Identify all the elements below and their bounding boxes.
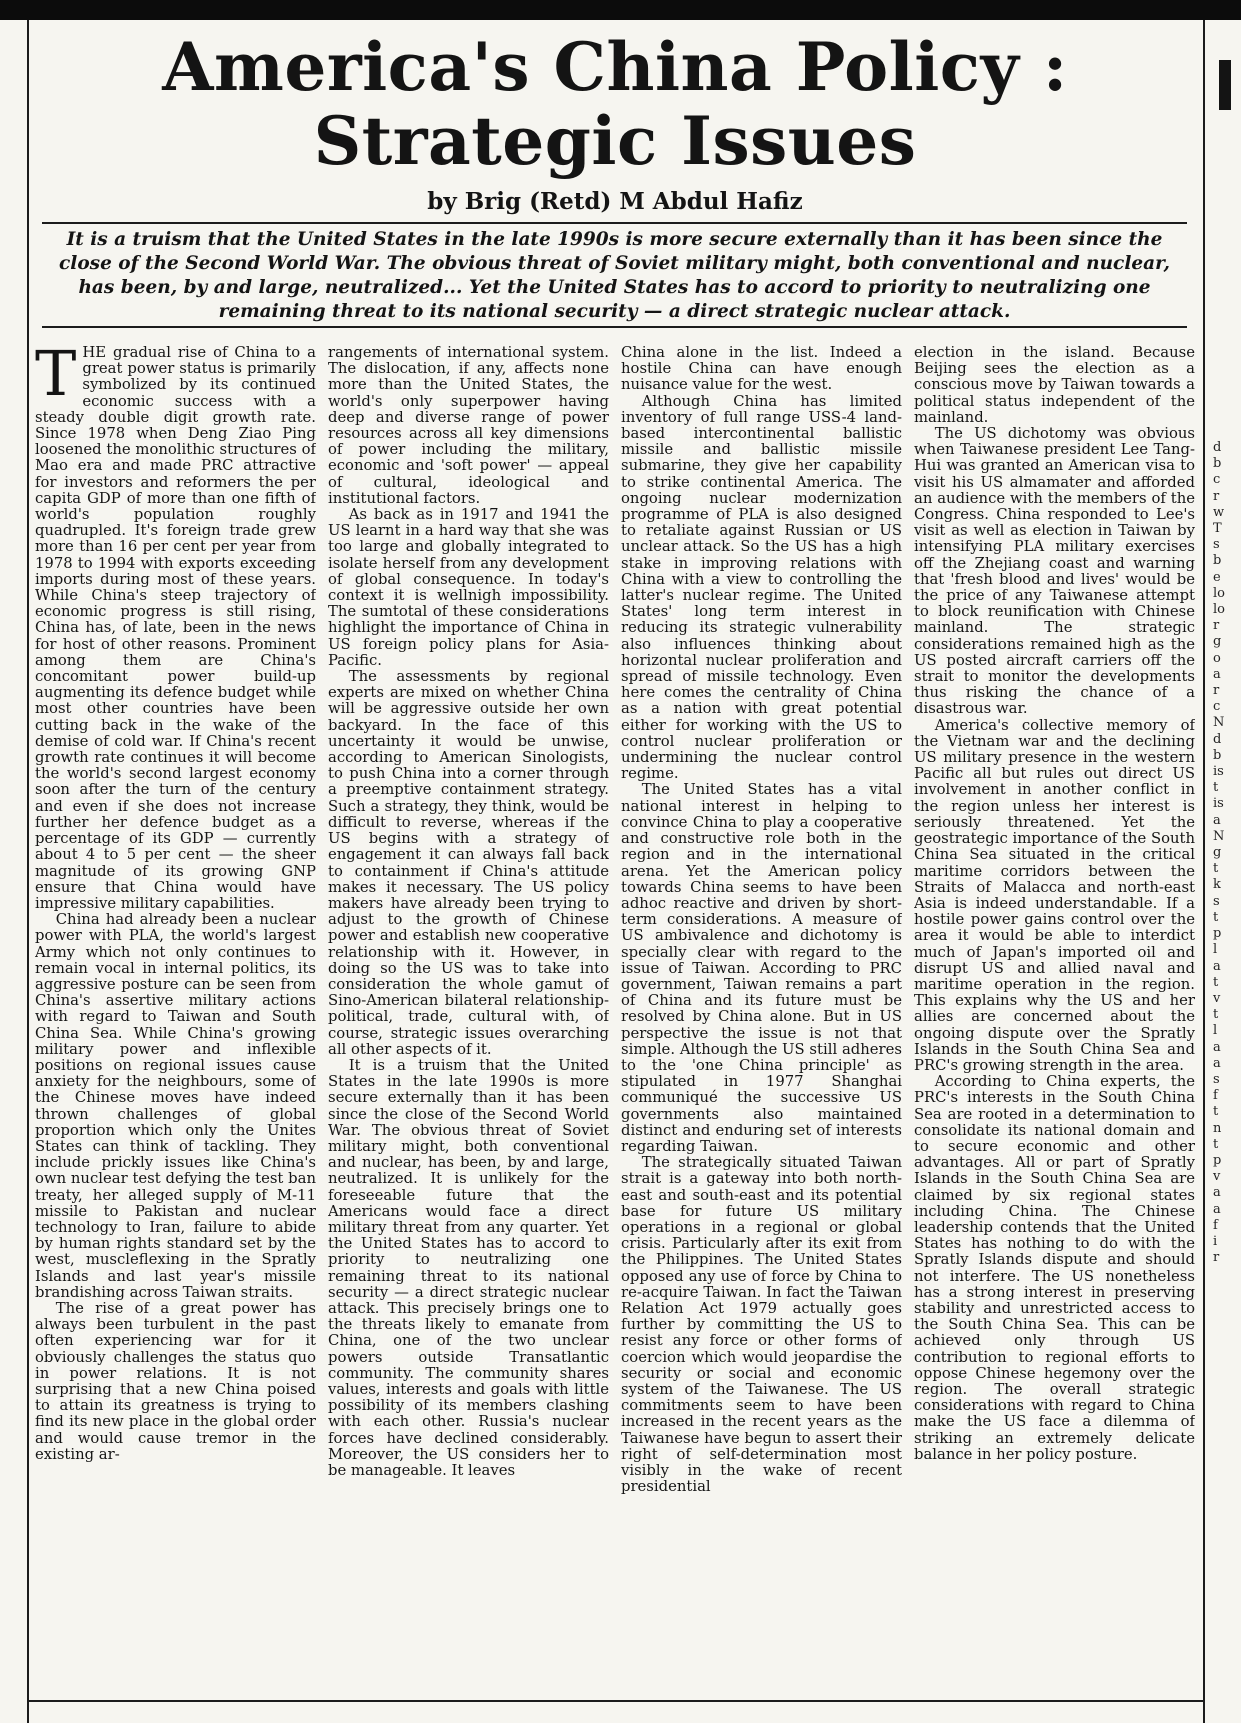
edge-letter: r	[1213, 618, 1220, 634]
edge-letter: d	[1213, 731, 1222, 747]
edge-letter: N	[1213, 715, 1225, 731]
edge-letter: a	[1213, 1039, 1221, 1055]
edge-letter: t	[1213, 780, 1219, 796]
edge-letter: t	[1213, 1007, 1219, 1023]
paragraph: The strategically situated Taiwan strait is a gateway into both north-east and south-east and its potential base for future US military operations in a regional or global crisis. Particularly after its exit from the Philippines. The United States opposed any use of force by China to re-acquire Taiwan. In fact the Taiwan Relation Act 1979 actually goes further by committing the US to resist any force or other forms of coercion which would jeopardise the security or social and economic system of the Taiwanese. The US commitments seem to have been increased in the recent years as the Taiwanese have begun to assert their right of self-determination most visibly in the wake of recent presidential	[621, 1154, 902, 1496]
paragraph: The US dichotomy was obvious when Taiwanese president Lee Tang-Hui was granted an American visa to visit his US almamater and afforded an audience with the members of the Congress. China responded to Lee's visit as well as election in Taiwan by intensifying PLA military exercises off the Zhejiang coast and warning that 'fresh blood and lives' would be the price of any Taiwanese attempt to block reunification with Chinese mainland. The strategic considerations remained high as the US posted aircraft carriers off the strait to monitor the developments thus risking the chance of a disastrous war.	[914, 425, 1195, 718]
edge-letter: w	[1213, 504, 1225, 520]
edge-letter: is	[1213, 796, 1224, 812]
drop-cap: T	[35, 345, 77, 410]
paragraph: rangements of international system. The dislocation, if any, affects none more than the United States, the world's only superpower having deep and diverse range of power resources across all key dimensions of power including the military, economic and 'soft power' — appeal of cultural, ideological and institutional factors.	[328, 345, 609, 507]
left-column-rule	[27, 20, 29, 1723]
column-2	[328, 345, 609, 1697]
edge-letter: a	[1213, 666, 1221, 682]
edge-letter: b	[1213, 456, 1222, 472]
edge-letter: b	[1213, 747, 1222, 763]
edge-letter: g	[1213, 634, 1222, 650]
edge-letter: l	[1213, 942, 1218, 958]
column-3	[621, 345, 902, 1697]
adjacent-text-fragment	[1213, 440, 1239, 1266]
paragraph: America's collective memory of the Vietnam war and the declining US military presence in the western Pacific all but rules out direct US involvement in another conflict in the region unless her interest is seriously threatened. Yet the geostrategic importance of the South China Sea situated in the critical maritime corridors between the Straits of Malacca and north-east Asia is indeed understandable. If a hostile power gains control over the area it would be able to interdict much of Japan's imported oil and disrupt US and allied naval and maritime operation in the region. This explains why the US and her allies are concerned about the ongoing dispute over the Spratly Islands in the South China Sea and PRC's growing strength in the area.	[914, 716, 1195, 1074]
byline: by Brig (Retd) M Abdul Hafiz	[427, 188, 803, 215]
right-column-rule	[1203, 20, 1205, 1723]
edge-letter: p	[1213, 926, 1222, 942]
edge-letter: e	[1213, 569, 1221, 585]
edge-letter: g	[1213, 845, 1222, 861]
edge-letter: t	[1213, 1104, 1219, 1120]
edge-letter: a	[1213, 812, 1221, 828]
edge-letter: a	[1213, 1201, 1221, 1217]
standfirst-bottom-rule	[42, 326, 1187, 328]
edge-letter: c	[1213, 699, 1221, 715]
paragraph: The assessments by regional experts are mixed on whether China will be aggressive outside her own backyard. In the face of this uncertainty it would be unwise, according to American Sinologists, to push China into a corner through a preemptive containment strategy. Such a strategy, they think, would be difficult to reverse, whereas if the US begins with a strategy of engagement it can always fall back to containment if China's attitude makes it necessary. The US policy makers have already been trying to adjust to the growth of Chinese power and establish new cooperative relationship with it. However, in doing so the US was to take into consideration the whole gamut of Sino-American bilateral relationship-political, trade, cultural with, of course, strategic issues overarching all other aspects of it.	[328, 668, 609, 1058]
column-4	[914, 345, 1195, 1697]
paragraph-text: HE gradual rise of China to a great power status is primarily symbolized by its continued economic success with a steady double digit growth rate. Since 1978 when Deng Ziao Ping loosened the monolithic structures of Mao era and made PRC attractive for investors and reformers the per capita GDP of more than one fifth of world's population roughly quadrupled. It's foreign trade grew more than 16 per cent per year from 1978 to 1994 with exports exceeding imports during most of these years. While China's steep trajectory of economic progress is still rising, China has, of late, been in the news for host of other reasons. Prominent among them are China's concomitant power build-up augmenting its defence budget while most other countries have been cutting back in the wake of the demise of cold war. If China's recent growth rate continues it will become the world's second largest economy soon after the turn of the century and even if she does not increase further her defence budget as a percentage of its GDP — currently about 4 to 5 per cent — the sheer magnitude of its growing GNP ensure that China would have impressive military capabilities.	[35, 345, 316, 912]
article-title	[40, 30, 1190, 178]
title-line-1: America's China Policy :	[162, 28, 1068, 106]
edge-letter: a	[1213, 1185, 1221, 1201]
title-line-2: Strategic Issues	[313, 102, 917, 180]
edge-letter: f	[1213, 1217, 1218, 1233]
paragraph: According to China experts, the PRC's interests in the South China Sea are rooted in a determination to consolidate its national domain and to secure economic and other advantages. All or part of Spratly Islands in the South China Sea are claimed by six regional states including China. The Chinese leadership contends that the United States has nothing to do with the Spratly Islands dispute and should not interfere. The US nonetheless has a strong interest in preserving stability and unrestricted access to the South China Sea. This can be achieved only through US contribution to regional efforts to oppose Chinese hegemony over the region. The overall strategic considerations with regard to China make the US face a dilemma of striking an extremely delicate balance in her policy posture.	[914, 1073, 1195, 1463]
edge-letter: r	[1213, 488, 1220, 504]
edge-letter: t	[1213, 861, 1219, 877]
edge-letter: is	[1213, 764, 1224, 780]
edge-letter: s	[1213, 537, 1220, 553]
adjacent-article-edge	[1211, 20, 1241, 1723]
paragraph: The rise of a great power has always been turbulent in the past often experiencing war for it obviously challenges the status quo in power relations. It is not surprising that a new China poised to attain its greatness is trying to find its new place in the global order and would cause tremor in the existing ar-	[35, 1299, 316, 1463]
edge-letter: n	[1213, 1120, 1222, 1136]
paragraph: The United States has a vital national interest in helping to convince China to play a cooperative and constructive role both in the region and in the international arena. Yet the American policy towards China seems to have been adhoc reactive and driven by short-term considerations. A measure of US ambivalence and dichotomy is specially clear with regard to the issue of Taiwan. According to PRC government, Taiwan remains a part of China and its future must be resolved by China alone. But in US perspective the issue is not that simple. Although the US still adheres to the 'one China principle' as stipulated in 1977 Shanghai communiqué the successive US governments also maintained distinct and enduring set of interests regarding Taiwan.	[621, 781, 902, 1155]
standfirst-top-rule	[42, 222, 1187, 224]
paragraph: China had already been a nuclear power with PLA, the world's largest Army which not only continues to remain vocal in internal politics, its aggressive posture can be seen from China's assertive military actions with regard to Taiwan and South China Sea. While China's growing military power and inflexible positions on regional issues cause anxiety for the neighbours, some of the Chinese moves have indeed thrown challenges of global proportion which only the Unites States can think of tackling. They include prickly issues like China's own nuclear test defying the test ban treaty, her alleged supply of M-11 missile to Pakistan and nuclear technology to Iran, failure to abide by human rights standard set by the west, muscleflexing in the Spratly Islands and last year's missile brandishing across Taiwan straits.	[35, 911, 316, 1301]
edge-letter: s	[1213, 893, 1220, 909]
edge-letter: v	[1213, 990, 1221, 1006]
paragraph: China alone in the list. Indeed a hostile China can have enough nuisance value for the west.	[621, 345, 902, 394]
edge-letter: r	[1213, 1250, 1220, 1266]
edge-letter: lo	[1213, 585, 1225, 601]
edge-letter: v	[1213, 1169, 1221, 1185]
paragraph: It is a truism that the United States in the late 1990s is more secure externally than it has been since the close of the Second World War. The obvious threat of Soviet military might, both conventional and nuclear, has been, by and large, neutralized. It is unlikely for the foreseeable future that the Americans would face a direct military threat from any quarter. Yet the United States has to accord to priority to neutralizing one remaining threat to its national security — a direct strategic nuclear attack. This precisely brings one to the threats likely to emanate from China, one of the two unclear powers outside Transatlantic community. The community shares values, interests and goals with little possibility of its members clashing with each other. Russia's nuclear forces have declined considerably. Moreover, the US considers her to be manageable. It leaves	[328, 1056, 609, 1480]
edge-letter: a	[1213, 958, 1221, 974]
edge-letter: k	[1213, 877, 1221, 893]
paragraph	[35, 345, 316, 912]
edge-letter: s	[1213, 1071, 1220, 1087]
column-1	[35, 345, 316, 1697]
edge-letter: a	[1213, 1055, 1221, 1071]
edge-letter: t	[1213, 974, 1219, 990]
edge-letter: N	[1213, 828, 1225, 844]
edge-letter: l	[1213, 1023, 1218, 1039]
edge-letter: T	[1213, 521, 1222, 537]
edge-letter: f	[1213, 1088, 1218, 1104]
adjacent-headline-fragment	[1219, 60, 1231, 110]
edge-letter: c	[1213, 472, 1221, 488]
page-top-rule	[0, 0, 1241, 20]
edge-letter: b	[1213, 553, 1222, 569]
edge-letter: o	[1213, 650, 1221, 666]
paragraph: election in the island. Because Beijing sees the election as a conscious move by Taiwan towards a political status independent of the mainland.	[914, 345, 1195, 426]
edge-letter: p	[1213, 1152, 1222, 1168]
standfirst: It is a truism that the United States in the late 1990s is more secure externally than it has been since the close of the Second World War. The obvious threat of Soviet military might, both conventional and nuclear, has been, by and large, neutralized... Yet the United States has to accord to priority to neutralizing one remaining threat to its national security — a direct strategic nuclear attack.	[59, 229, 1170, 322]
edge-letter: r	[1213, 683, 1220, 699]
edge-letter: d	[1213, 440, 1222, 455]
edge-letter: t	[1213, 909, 1219, 925]
edge-letter: t	[1213, 1136, 1219, 1152]
bottom-rule	[27, 1700, 1203, 1702]
article-body	[35, 345, 1195, 1697]
edge-letter: i	[1213, 1233, 1218, 1249]
paragraph: As back as in 1917 and 1941 the US learnt in a hard way that she was too large and globally integrated to isolate herself from any development of global consequence. In today's context it is wellnigh impossibility. The sumtotal of these considerations highlight the importance of China in US foreign policy plans for Asia-Pacific.	[328, 506, 609, 669]
edge-letter: lo	[1213, 602, 1225, 618]
paragraph: Although China has limited inventory of full range USS-4 land-based intercontinental ballistic missile and ballistic missile submarine, they give her capability to strike continental America. The ongoing nuclear modernization programme of PLA is also designed to retaliate against Russian or US unclear attack. So the US has a high stake in improving relations with China with a view to controlling the latter's nuclear regime. The United States' long term interest in reducing its strategic vulnerability also influences thinking about horizontal nuclear proliferation and spread of missile technology. Even here comes the centrality of China as a nation with great potential either for working with the US to control nuclear proliferation or undermining the nuclear control regime.	[621, 392, 902, 783]
